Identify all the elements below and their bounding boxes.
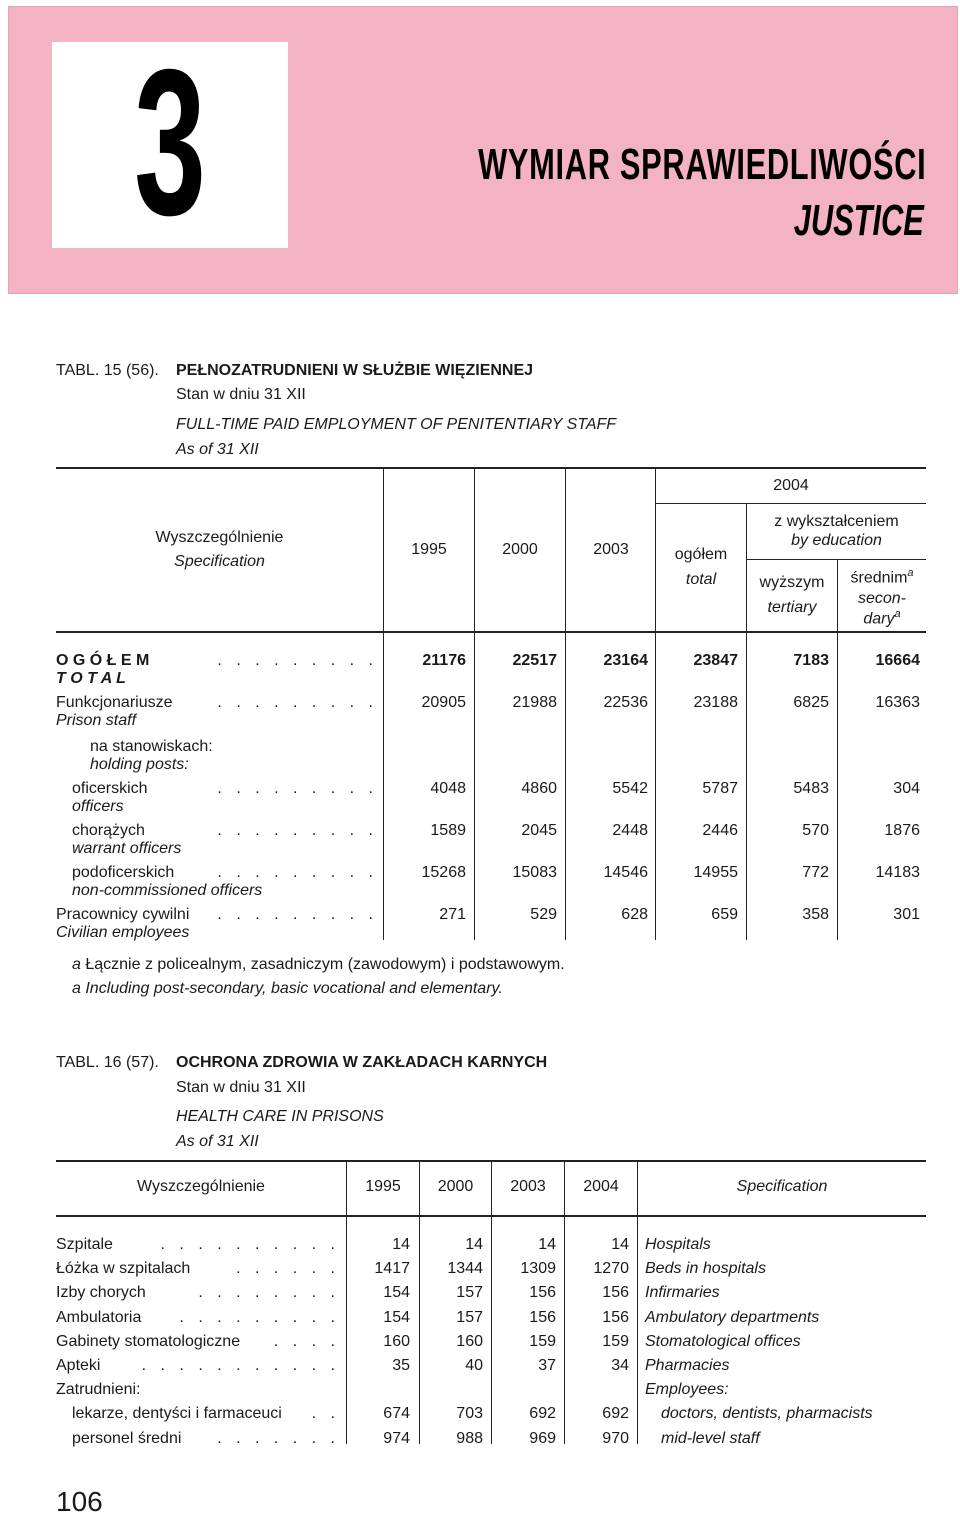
table16-label: TABL. 16 (57). [56, 1054, 159, 1071]
table16-cell: 157 [456, 1308, 483, 1326]
table16-cell: 37 [538, 1357, 556, 1374]
table15-cell: 5483 [793, 780, 829, 797]
table15-footnote-pl [72, 956, 565, 974]
table16-col-line [637, 1161, 638, 1444]
table15-row-dots: . . . . . . . . . [217, 694, 378, 711]
table15-row-dots: . . . . . . . . . [217, 906, 378, 923]
table15-label: TABL. 15 (56). [56, 362, 159, 379]
footnote-pl-text: Łącznie z policealnym, zasadniczym (zawodowym) i podstawowym. [85, 956, 565, 973]
table15-year-2003: 2003 [593, 541, 629, 558]
table15-cell: 16363 [875, 694, 920, 711]
table15-cell: 20905 [421, 694, 466, 711]
table16-row-dots: . . . . . . . . . . . [141, 1357, 340, 1374]
table15-tertiary-pl: wyższym [759, 574, 825, 591]
table15-cell: 6825 [793, 694, 829, 711]
table15-row-dots: . . . . . . . . . [217, 780, 378, 797]
table15-cell: 659 [711, 906, 738, 923]
table16-subtitle-en: As of 31 XII [176, 1133, 259, 1150]
table15-row-label-pl: O G Ó Ł E M [56, 652, 150, 669]
table16-col-line [419, 1161, 420, 1444]
table15-cell: 1589 [430, 822, 466, 839]
table15-secondary-en2 [838, 608, 926, 628]
table15-row-label-en: T O T A L [56, 670, 126, 687]
table16-cell: 34 [611, 1357, 629, 1374]
table16-row-dots: . . . . . . [236, 1260, 340, 1278]
table16-col-line [564, 1161, 565, 1444]
table15-cell: 1876 [884, 822, 920, 839]
table16-cell: 970 [602, 1429, 629, 1447]
table15-cell: 21176 [422, 652, 466, 669]
footnote-mark: a [72, 980, 81, 997]
table16-cell: 157 [456, 1284, 483, 1302]
table16-row-label-pl: personel średni [72, 1429, 182, 1447]
table15-row-label-pl: podoficerskich [72, 864, 175, 881]
table16-cell: 159 [602, 1332, 629, 1350]
table15-cell: 2446 [702, 822, 738, 839]
table15-row-label-pl: chorążych [72, 822, 145, 839]
table15-year-2004: 2004 [773, 477, 809, 494]
table16-row-dots: . . . . . . . . [198, 1284, 340, 1302]
table16-year-2004: 2004 [583, 1178, 619, 1195]
table15-row-label-en: Civilian employees [56, 924, 190, 941]
table15-tertiary-en: tertiary [767, 599, 817, 616]
table15-col-line [565, 468, 566, 940]
table15-cell: 23164 [603, 652, 648, 669]
table15-cell: 4048 [430, 780, 466, 797]
table15-col-line [655, 468, 656, 940]
table15-secondary-pl [838, 567, 926, 587]
table16-cell: 35 [392, 1357, 410, 1374]
table15-cell: 5542 [612, 780, 648, 797]
table16-cell: 674 [383, 1405, 410, 1423]
table15-row-label-en: officers [72, 798, 124, 815]
table15-cell: 2448 [612, 822, 648, 839]
table16-cell: 159 [529, 1332, 556, 1350]
table16-cell: 14 [611, 1236, 629, 1253]
table15-row-label-pl: oficerskich [72, 780, 148, 797]
table16-row-label-en: mid-level staff [661, 1429, 760, 1447]
table16-row-label-pl: Gabinety stomatologiczne [56, 1332, 241, 1350]
table16-cell: 1270 [593, 1260, 629, 1278]
table15-col-line [474, 468, 475, 940]
table16-year-1995: 1995 [365, 1178, 401, 1195]
table15-cell: 16664 [875, 652, 920, 669]
table16-cell: 692 [529, 1405, 556, 1423]
secondary-en2-text: dary [863, 610, 895, 628]
table16-row-label-en: Pharmacies [645, 1357, 730, 1374]
table16-spec-pl: Wyszczególnienie [137, 1178, 265, 1195]
table15-cell: 271 [439, 906, 466, 923]
table15-subtitle-en: As of 31 XII [176, 441, 259, 458]
table15-cell: 22517 [512, 652, 557, 669]
table15-cell: 301 [893, 906, 920, 923]
table16-cell: 156 [602, 1308, 629, 1326]
table16-row-label-pl: Łóżka w szpitalach [56, 1260, 191, 1278]
table15-edu-en: by education [791, 532, 882, 549]
table16-col-line [346, 1161, 347, 1444]
table16-title-en: HEALTH CARE IN PRISONS [176, 1108, 384, 1125]
table15-footnote-en [72, 980, 503, 998]
table16-cell: 1344 [447, 1260, 483, 1278]
table16-row-label-pl: Zatrudnieni: [56, 1381, 141, 1399]
table15-cell: 570 [802, 822, 829, 839]
table15-secondary-en1: secon- [857, 590, 907, 607]
table15-cell: 23188 [693, 694, 738, 711]
table15-total-pl: ogółem [674, 546, 728, 563]
table15-year-rule [656, 503, 926, 504]
table16-row-label-pl: Ambulatoria [56, 1308, 142, 1326]
table15-cell: 304 [893, 780, 920, 797]
table15-cell: 14955 [693, 864, 738, 881]
table15-subtitle-pl: Stan w dniu 31 XII [176, 386, 306, 403]
table16-cell: 156 [529, 1308, 556, 1326]
table16-row-label-pl: lekarze, dentyści i farmaceuci [72, 1405, 282, 1423]
table15-row-label-en: warrant officers [72, 840, 182, 857]
table16-spec-en: Specification [736, 1178, 828, 1195]
table15-row-dots: . . . . . . . . . [217, 652, 378, 669]
chapter-number: 3 [134, 27, 206, 259]
table15-row-dots: . . . . . . . . . [217, 864, 378, 881]
table16-row-label-en: doctors, dentists, pharmacists [661, 1405, 873, 1423]
table15-title-en: FULL-TIME PAID EMPLOYMENT OF PENITENTIARY STAFF [176, 416, 617, 433]
table15-edu-rule [746, 559, 926, 560]
table16-cell: 988 [456, 1429, 483, 1447]
table15-col-line [746, 504, 747, 940]
table16-cell: 160 [456, 1332, 483, 1350]
table15-edu-pl: z wykształceniem [774, 513, 899, 530]
table15-year-1995: 1995 [411, 541, 447, 558]
footnote-sup: a [907, 567, 914, 579]
table16-cell: 40 [465, 1357, 483, 1374]
table16-row-label-en: Stomatological offices [645, 1332, 801, 1350]
table16-cell: 154 [383, 1308, 410, 1326]
table16-year-2000: 2000 [437, 1178, 474, 1195]
table16-cell: 974 [383, 1429, 410, 1447]
table15-cell: 4860 [521, 780, 557, 797]
table16-row-label-pl: Apteki [56, 1357, 101, 1374]
table16-row-label-en: Ambulatory departments [645, 1308, 820, 1326]
table15-cell: 7183 [793, 652, 829, 669]
table16-row-label-en: Infirmaries [645, 1284, 720, 1302]
table15-header-rule [56, 631, 926, 633]
table15-row-label-en: holding posts: [90, 756, 189, 773]
table16-row-label-pl: Izby chorych [56, 1284, 146, 1302]
table15-cell: 14546 [603, 864, 648, 881]
table16-cell: 154 [383, 1284, 410, 1302]
table15-cell: 772 [802, 864, 829, 881]
table15-cell: 5787 [702, 780, 738, 797]
table16-cell: 156 [529, 1284, 556, 1302]
table15-row-label-pl: na stanowiskach: [90, 738, 213, 755]
footnote-mark: a [72, 956, 81, 973]
table15-row-label-en: Prison staff [56, 712, 137, 729]
table15-cell: 22536 [603, 694, 648, 711]
table15-cell: 14183 [875, 864, 920, 881]
table15-cell: 15083 [512, 864, 557, 881]
table15-cell: 358 [802, 906, 829, 923]
table15-cell: 23847 [693, 652, 738, 669]
table15-row-label-pl: Pracownicy cywilni [56, 906, 190, 923]
table15-row-label-pl: Funkcjonariusze [56, 694, 173, 711]
table16-subtitle-pl: Stan w dniu 31 XII [176, 1079, 306, 1096]
table15-top-rule [56, 467, 926, 469]
table15-spec-en: Specification [174, 553, 265, 570]
table16-title-pl: OCHRONA ZDROWIA W ZAKŁADACH KARNYCH [176, 1054, 548, 1071]
table16-col-line [491, 1161, 492, 1444]
table15-row-dots: . . . . . . . . . [217, 822, 378, 839]
table15-col-line [383, 468, 384, 940]
table16-row-label-pl: Szpitale [56, 1236, 113, 1253]
table16-row-dots: . . [311, 1405, 340, 1423]
table16-row-dots: . . . . . . . . . [179, 1308, 340, 1326]
table15-cell: 529 [530, 906, 557, 923]
table15-row-label-en: non-commissioned officers [72, 882, 263, 899]
footnote-sup: a [894, 608, 901, 620]
table16-cell: 692 [602, 1405, 629, 1423]
page-number: 106 [56, 1486, 103, 1517]
table15-spec-pl: Wyszczególnienie [155, 529, 284, 546]
table16-row-dots: . . . . [273, 1332, 340, 1350]
table16-cell: 969 [529, 1429, 556, 1447]
chapter-title-en: JUSTICE [793, 196, 924, 245]
table16-cell: 14 [392, 1236, 410, 1253]
table16-row-dots: . . . . . . . . . . [160, 1236, 340, 1253]
table16-row-dots: . . . . . . . [217, 1429, 340, 1447]
table16-cell: 1309 [520, 1260, 556, 1278]
table16-cell: 703 [456, 1405, 483, 1423]
table15-cell: 2045 [521, 822, 557, 839]
table16-cell: 14 [465, 1236, 483, 1253]
table15-title-pl: PEŁNOZATRUDNIENI W SŁUŻBIE WIĘZIENNEJ [176, 362, 534, 379]
table15-cell: 21988 [512, 694, 557, 711]
table16-row-label-en: Employees: [645, 1381, 729, 1399]
table16-cell: 1417 [374, 1260, 410, 1278]
secondary-pl-text: średnim [850, 569, 908, 587]
table16-row-label-en: Beds in hospitals [645, 1260, 766, 1278]
footnote-en-text: Including post-secondary, basic vocational and elementary. [85, 980, 503, 997]
table16-cell: 160 [383, 1332, 410, 1350]
table16-year-2003: 2003 [510, 1178, 546, 1195]
table16-cell: 14 [538, 1236, 556, 1253]
table16-row-label-en: Hospitals [645, 1236, 711, 1253]
table15-year-2000: 2000 [502, 541, 538, 558]
table16-cell: 156 [602, 1284, 629, 1302]
table15-cell: 628 [621, 906, 648, 923]
table15-cell: 15268 [421, 864, 466, 881]
table15-total-en: total [685, 571, 717, 588]
chapter-title-pl: WYMIAR SPRAWIEDLIWOŚCI [477, 140, 926, 189]
